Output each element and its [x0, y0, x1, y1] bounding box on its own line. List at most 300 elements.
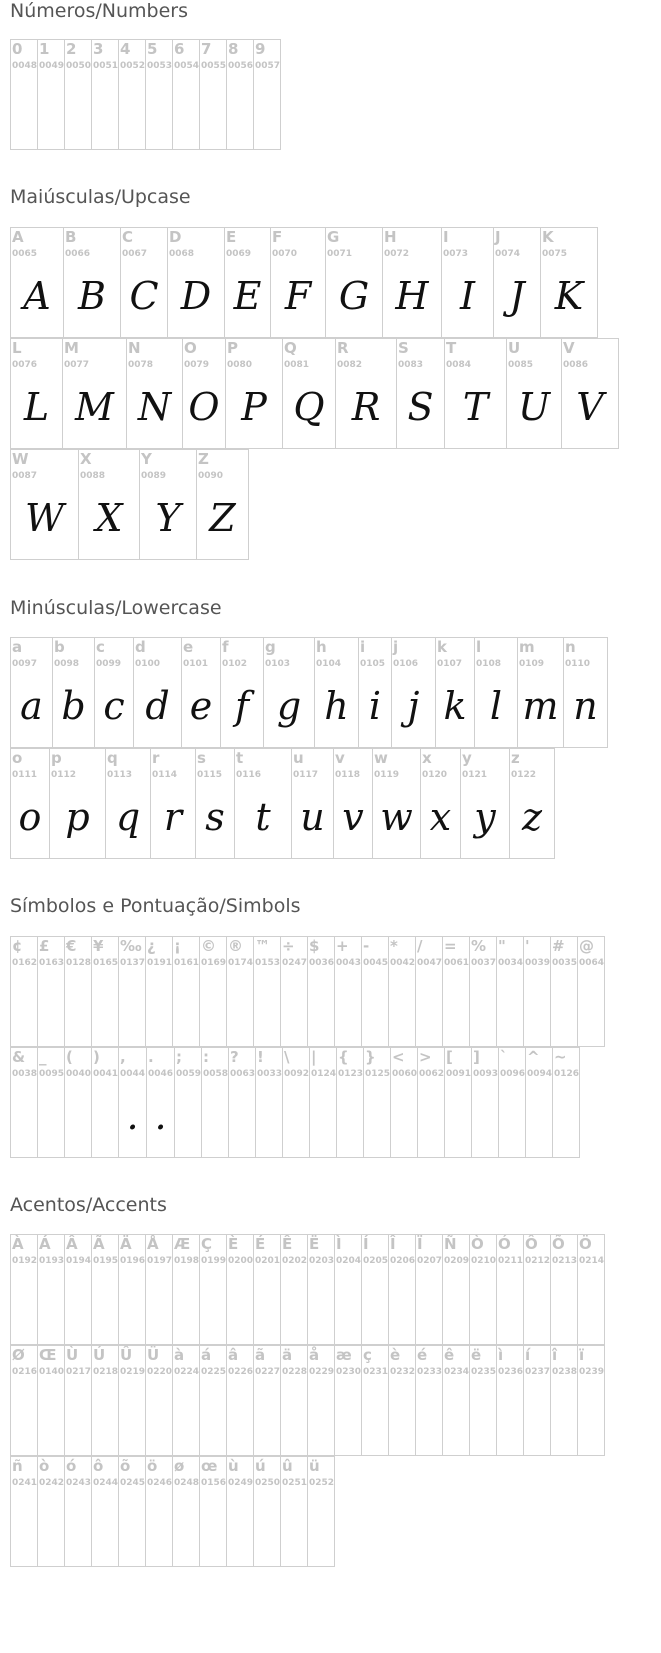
glyph-code: 0087	[12, 471, 38, 481]
glyph-cell	[388, 936, 416, 1047]
glyph-cell	[280, 1456, 308, 1567]
glyph-code: 0052	[120, 61, 146, 71]
glyph-code: 0225	[201, 1367, 227, 1377]
glyph-cell	[420, 748, 461, 859]
glyph-sample: x	[429, 795, 452, 839]
glyph-code: 0249	[228, 1478, 254, 1488]
glyph-row	[10, 1456, 604, 1567]
glyph-code: 0107	[437, 659, 463, 669]
glyph-label: V	[563, 339, 575, 357]
glyph-code: 0137	[120, 958, 146, 968]
glyph-cell	[550, 1345, 578, 1456]
glyph-label: z	[511, 749, 520, 767]
glyph-code: 0051	[93, 61, 119, 71]
glyph-code: 0090	[198, 471, 224, 481]
glyph-cell	[225, 338, 283, 449]
glyph-label: j	[393, 638, 399, 656]
glyph-sample: z	[521, 795, 543, 839]
glyph-label: 0	[12, 40, 23, 58]
glyph-label: r	[152, 749, 160, 767]
glyph-code: 0196	[120, 1256, 146, 1266]
glyph-label: ú	[255, 1457, 266, 1475]
glyph-code: 0074	[495, 249, 521, 259]
glyph-cell	[469, 936, 497, 1047]
glyph-cell	[118, 1345, 146, 1456]
glyph-label: Ä	[120, 1235, 132, 1253]
glyph-code: 0068	[169, 249, 195, 259]
glyph-cell	[64, 936, 92, 1047]
glyph-code: 0089	[141, 471, 167, 481]
glyph-code: 0229	[309, 1367, 335, 1377]
glyph-code: 0195	[93, 1256, 119, 1266]
glyph-code: 0128	[66, 958, 92, 968]
glyph-label: U	[508, 339, 521, 357]
glyph-cell	[91, 1047, 119, 1158]
glyph-cell	[10, 39, 38, 150]
glyph-cell	[199, 1234, 227, 1345]
glyph-code: 0197	[147, 1256, 173, 1266]
glyph-sample: H	[395, 274, 429, 318]
glyph-label: n	[565, 638, 576, 656]
glyph-sample: N	[137, 385, 172, 429]
glyph-label: à	[174, 1346, 185, 1364]
glyph-label: ,	[120, 1048, 126, 1066]
glyph-label: É	[255, 1235, 266, 1253]
glyph-label: ò	[39, 1457, 50, 1475]
glyph-cell	[181, 637, 221, 748]
glyph-code: 0109	[519, 659, 545, 669]
glyph-label: Ø	[12, 1346, 25, 1364]
glyph-cell	[10, 338, 63, 449]
glyph-label: Ü	[147, 1346, 160, 1364]
glyph-code: 0076	[12, 360, 38, 370]
glyph-cell	[94, 637, 134, 748]
glyph-cell	[118, 39, 146, 150]
glyph-sample: F	[284, 274, 312, 318]
glyph-code: 0234	[444, 1367, 470, 1377]
glyph-code: 0124	[311, 1069, 337, 1079]
glyph-code: 0046	[148, 1069, 174, 1079]
glyph-code: 0064	[579, 958, 605, 968]
glyph-code: 0156	[201, 1478, 227, 1488]
glyph-sample: .	[154, 1094, 167, 1138]
glyph-cell	[280, 1234, 308, 1345]
glyph-cell	[37, 1234, 65, 1345]
glyph-code: 0078	[128, 360, 154, 370]
glyph-cell	[10, 1345, 38, 1456]
glyph-label: J	[495, 228, 501, 246]
glyph-cell	[234, 748, 292, 859]
glyph-cell	[282, 1047, 310, 1158]
glyph-cell	[172, 936, 200, 1047]
glyph-cell	[496, 936, 524, 1047]
glyph-cell	[91, 1345, 119, 1456]
glyph-code: 0096	[500, 1069, 526, 1079]
glyph-code: 0241	[12, 1478, 38, 1488]
glyph-cell	[361, 1345, 389, 1456]
glyph-cell	[496, 1234, 524, 1345]
glyph-cell	[220, 637, 264, 748]
glyph-label: u	[293, 749, 304, 767]
glyph-label: Y	[141, 450, 152, 468]
glyph-label: 3	[93, 40, 104, 58]
glyph-cell	[415, 1345, 443, 1456]
glyph-sample: c	[103, 684, 125, 728]
glyph-code: 0062	[419, 1069, 445, 1079]
glyph-cell	[506, 338, 562, 449]
glyph-code: 0036	[309, 958, 335, 968]
glyph-grid-upcase	[10, 227, 618, 560]
glyph-code: 0165	[93, 958, 119, 968]
glyph-sample: d	[145, 684, 170, 728]
glyph-label: é	[417, 1346, 428, 1364]
glyph-code: 0059	[176, 1069, 202, 1079]
glyph-code: 0119	[374, 770, 400, 780]
glyph-code: 0231	[363, 1367, 389, 1377]
glyph-cell	[199, 1345, 227, 1456]
glyph-label: P	[227, 339, 238, 357]
glyph-cell	[307, 1456, 335, 1567]
glyph-cell	[118, 1456, 146, 1567]
glyph-cell	[334, 936, 362, 1047]
glyph-cell	[334, 1234, 362, 1345]
glyph-label: `	[500, 1048, 508, 1066]
glyph-code: 0217	[66, 1367, 92, 1377]
glyph-cell	[226, 936, 254, 1047]
glyph-code: 0086	[563, 360, 589, 370]
glyph-label: !	[257, 1048, 264, 1066]
glyph-sample: G	[338, 274, 370, 318]
glyph-label: X	[80, 450, 92, 468]
glyph-grid-numbers	[10, 39, 280, 150]
glyph-label: ô	[93, 1457, 104, 1475]
glyph-cell	[120, 227, 168, 338]
glyph-row	[10, 227, 618, 338]
glyph-label: %	[471, 937, 487, 955]
glyph-code: 0055	[201, 61, 227, 71]
glyph-label: 9	[255, 40, 266, 58]
glyph-code: 0047	[417, 958, 443, 968]
glyph-sample: M	[75, 385, 114, 429]
glyph-code: 0092	[284, 1069, 310, 1079]
glyph-label: F	[272, 228, 283, 246]
glyph-label: }	[365, 1048, 376, 1066]
glyph-code: 0093	[473, 1069, 499, 1079]
glyph-sample: f	[234, 684, 250, 728]
glyph-sample: D	[180, 274, 212, 318]
glyph-label: h	[316, 638, 327, 656]
glyph-code: 0088	[80, 471, 106, 481]
glyph-code: 0111	[12, 770, 38, 780]
glyph-cell	[37, 1047, 65, 1158]
glyph-code: 0044	[120, 1069, 146, 1079]
glyph-cell	[196, 449, 249, 560]
glyph-cell	[37, 1345, 65, 1456]
glyph-sample: S	[407, 385, 434, 429]
glyph-sample: u	[300, 795, 325, 839]
glyph-code: 0224	[174, 1367, 200, 1377]
glyph-code: 0115	[197, 770, 223, 780]
glyph-label: -	[363, 937, 370, 955]
glyph-sample: L	[23, 385, 50, 429]
glyph-code: 0200	[228, 1256, 254, 1266]
glyph-code: 0080	[227, 360, 253, 370]
glyph-code: 0246	[147, 1478, 173, 1488]
glyph-label: C	[122, 228, 134, 246]
glyph-label: Ô	[525, 1235, 538, 1253]
glyph-cell	[388, 1234, 416, 1345]
glyph-label: Ç	[201, 1235, 213, 1253]
glyph-label: "	[498, 937, 506, 955]
glyph-cell	[49, 748, 106, 859]
glyph-cell	[270, 227, 326, 338]
glyph-sample: b	[61, 684, 86, 728]
glyph-cell	[335, 338, 397, 449]
glyph-cell	[361, 936, 389, 1047]
glyph-code: 0053	[147, 61, 173, 71]
glyph-code: 0121	[462, 770, 488, 780]
glyph-cell	[325, 227, 383, 338]
glyph-code: 0035	[552, 958, 578, 968]
glyph-code: 0238	[552, 1367, 578, 1377]
glyph-cell	[10, 227, 64, 338]
glyph-cell	[91, 936, 119, 1047]
glyph-code: 0083	[398, 360, 424, 370]
glyph-code: 0219	[120, 1367, 146, 1377]
glyph-label: î	[552, 1346, 558, 1364]
glyph-label: ì	[498, 1346, 504, 1364]
glyph-label: Û	[120, 1346, 133, 1364]
glyph-code: 0075	[542, 249, 568, 259]
glyph-cell	[63, 227, 121, 338]
glyph-label: p	[51, 749, 62, 767]
glyph-label: m	[519, 638, 535, 656]
glyph-label: ä	[282, 1346, 293, 1364]
glyph-label: y	[462, 749, 472, 767]
glyph-sample: B	[78, 274, 106, 318]
glyph-code: 0100	[135, 659, 161, 669]
glyph-cell	[280, 1345, 308, 1456]
glyph-label: ?	[230, 1048, 239, 1066]
glyph-cell	[10, 1047, 38, 1158]
glyph-grid-symbols	[10, 936, 604, 1158]
glyph-row	[10, 936, 604, 1047]
glyph-label: ¥	[93, 937, 104, 955]
glyph-code: 0118	[335, 770, 361, 780]
glyph-cell	[118, 1047, 147, 1158]
glyph-row	[10, 637, 607, 748]
glyph-row	[10, 1047, 604, 1158]
glyph-label: 1	[39, 40, 50, 58]
glyph-code: 0245	[120, 1478, 146, 1488]
glyph-code: 0063	[230, 1069, 256, 1079]
glyph-cell	[314, 637, 359, 748]
glyph-code: 0061	[444, 958, 470, 968]
glyph-label: ã	[255, 1346, 266, 1364]
glyph-sample: i	[368, 684, 382, 728]
glyph-cell	[255, 1047, 283, 1158]
glyph-code: 0236	[498, 1367, 524, 1377]
glyph-label: ‰	[120, 937, 142, 955]
glyph-code: 0033	[257, 1069, 283, 1079]
glyph-label: €	[66, 937, 77, 955]
glyph-code: 0066	[65, 249, 91, 259]
glyph-label: û	[282, 1457, 293, 1475]
glyph-label: Å	[147, 1235, 159, 1253]
glyph-code: 0123	[338, 1069, 364, 1079]
glyph-label: ÷	[282, 937, 295, 955]
glyph-label: @	[579, 937, 594, 955]
glyph-label: T	[446, 339, 457, 357]
glyph-label: G	[327, 228, 340, 246]
glyph-code: 0203	[309, 1256, 335, 1266]
glyph-cell	[145, 1234, 173, 1345]
glyph-cell	[62, 338, 127, 449]
glyph-cell	[282, 338, 336, 449]
glyph-code: 0114	[152, 770, 178, 780]
glyph-code: 0169	[201, 958, 227, 968]
glyph-label: c	[96, 638, 105, 656]
glyph-label: '	[525, 937, 530, 955]
glyph-sample: T	[462, 385, 489, 429]
glyph-sample: r	[163, 795, 183, 839]
glyph-cell	[280, 936, 308, 1047]
glyph-label: $	[309, 937, 320, 955]
glyph-cell	[126, 338, 183, 449]
glyph-cell	[172, 1456, 200, 1567]
glyph-cell	[145, 1456, 173, 1567]
glyph-label: M	[64, 339, 79, 357]
glyph-label: Í	[363, 1235, 369, 1253]
glyph-cell	[382, 227, 442, 338]
glyph-code: 0082	[337, 360, 363, 370]
glyph-code: 0037	[471, 958, 497, 968]
glyph-code: 0209	[444, 1256, 470, 1266]
glyph-label: d	[135, 638, 146, 656]
glyph-label: ë	[471, 1346, 482, 1364]
glyph-cell	[78, 449, 140, 560]
glyph-code: 0113	[107, 770, 133, 780]
glyph-cell	[199, 936, 227, 1047]
glyph-row	[10, 338, 618, 449]
glyph-cell	[523, 1345, 551, 1456]
glyph-code: 0108	[476, 659, 502, 669]
glyph-sample: .	[126, 1094, 139, 1138]
glyph-sample: J	[509, 274, 525, 318]
glyph-code: 0073	[443, 249, 469, 259]
glyph-cell	[139, 449, 197, 560]
glyph-cell	[563, 637, 608, 748]
glyph-label: Ï	[417, 1235, 423, 1253]
glyph-cell	[474, 637, 518, 748]
glyph-cell	[150, 748, 196, 859]
glyph-sample: a	[20, 684, 43, 728]
glyph-code: 0216	[12, 1367, 38, 1377]
glyph-sample: I	[459, 274, 475, 318]
glyph-label: #	[552, 937, 565, 955]
glyph-sample: K	[554, 274, 584, 318]
glyph-code: 0112	[51, 770, 77, 780]
glyph-cell	[307, 1234, 335, 1345]
glyph-label: ê	[444, 1346, 455, 1364]
glyph-label: œ	[201, 1457, 218, 1475]
glyph-cell	[509, 748, 555, 859]
glyph-cell	[64, 1456, 92, 1567]
glyph-cell	[415, 936, 443, 1047]
glyph-label: Ò	[471, 1235, 484, 1253]
glyph-row	[10, 449, 618, 560]
glyph-cell	[417, 1047, 445, 1158]
glyph-cell	[525, 1047, 553, 1158]
glyph-label: ™	[255, 937, 270, 955]
glyph-cell	[253, 936, 281, 1047]
glyph-label: v	[335, 749, 345, 767]
glyph-cell	[167, 227, 225, 338]
glyph-cell	[199, 39, 227, 150]
glyph-label: á	[201, 1346, 212, 1364]
glyph-code: 0097	[12, 659, 38, 669]
glyph-cell	[263, 637, 315, 748]
glyph-label: ;	[176, 1048, 182, 1066]
glyph-sample: o	[18, 795, 42, 839]
glyph-code: 0207	[417, 1256, 443, 1266]
glyph-cell	[396, 338, 445, 449]
glyph-label: Q	[284, 339, 297, 357]
glyph-cell	[577, 1345, 605, 1456]
glyph-code: 0191	[147, 958, 173, 968]
glyph-cell	[460, 748, 510, 859]
glyph-cell	[64, 39, 92, 150]
glyph-label: a	[12, 638, 23, 656]
glyph-code: 0251	[282, 1478, 308, 1488]
glyph-label: o	[12, 749, 23, 767]
glyph-label: t	[236, 749, 244, 767]
glyph-code: 0048	[12, 61, 38, 71]
glyph-sample: p	[65, 795, 90, 839]
glyph-label: .	[148, 1048, 154, 1066]
glyph-cell	[133, 637, 182, 748]
glyph-code: 0077	[64, 360, 90, 370]
glyph-label: >	[419, 1048, 432, 1066]
glyph-label: Ê	[282, 1235, 293, 1253]
glyph-cell	[10, 1234, 38, 1345]
glyph-code: 0049	[39, 61, 65, 71]
glyph-cell	[307, 1345, 335, 1456]
glyph-cell	[372, 748, 421, 859]
glyph-code: 0198	[174, 1256, 200, 1266]
glyph-sample: Z	[209, 496, 236, 540]
glyph-label: x	[422, 749, 432, 767]
glyph-label: E	[226, 228, 237, 246]
glyph-sample: P	[241, 385, 267, 429]
glyph-code: 0038	[12, 1069, 38, 1079]
glyph-label: ®	[228, 937, 243, 955]
glyph-code: 0099	[96, 659, 122, 669]
glyph-label: e	[183, 638, 194, 656]
glyph-label: Œ	[39, 1346, 57, 1364]
glyph-cell	[10, 936, 38, 1047]
glyph-cell	[444, 338, 507, 449]
glyph-cell	[228, 1047, 256, 1158]
glyph-label: Ë	[309, 1235, 320, 1253]
glyph-cell	[145, 936, 173, 1047]
glyph-code: 0193	[39, 1256, 65, 1266]
glyph-label: õ	[120, 1457, 131, 1475]
glyph-code: 0199	[201, 1256, 227, 1266]
glyph-sample: l	[489, 684, 503, 728]
glyph-cell	[363, 1047, 391, 1158]
glyph-label: â	[228, 1346, 239, 1364]
